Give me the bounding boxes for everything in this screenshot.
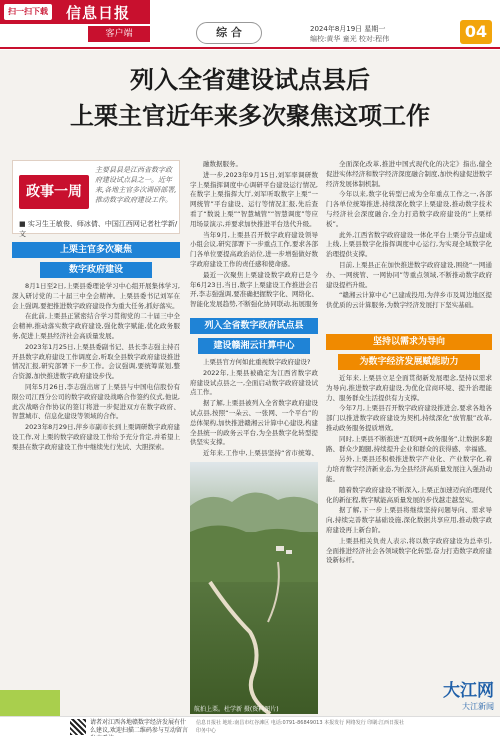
politics-weekly-box — [12, 160, 180, 238]
politics-weekly-badge: 政事一周 — [19, 175, 89, 209]
paragraph: 最近一次聚焦上栗建设数字政府已是今年6月23日,当日,数字上栗建设工作推进会召开,李志强强调,要准确把握数字化、网络化、智能化发展趋势,不断强化协同联动,拓展服务 — [190, 270, 318, 309]
paragraph: 目前,上栗县正在加快推进数字政府建设,围绕“一网通办、一网统管、一网协同”等重点领域,不断推动数字政府建设提档升级。 — [326, 260, 492, 289]
client-tag[interactable]: 客户端 — [88, 26, 150, 42]
photo-caption: 航拍上栗。杜学新 摄(资料图片) — [194, 706, 279, 713]
editors-line: 编校:黄华 童光 校对:程伟 — [310, 35, 390, 43]
headline-line-2: 上栗主官近年来多次聚焦这项工作 — [70, 101, 430, 130]
paragraph: 此外,江西省数字政府建设一体化平台上栗分节点建成上线,上栗县数字化指挥调度中心运行,为实现全域数字化治理提供支撑。 — [326, 230, 492, 259]
article-column-2-bottom — [190, 358, 318, 458]
article-column-2-top — [190, 160, 318, 310]
paragraph: 2023年8月29日,萍乡市副市长到上栗调研数字政府建设工作,对上栗的数字政府建设工作给予充分肯定,并希望上栗县在数字政府建设工作中继续先行先试、大胆探索。 — [12, 423, 180, 451]
article-column-3-bottom — [326, 374, 492, 674]
footer-note: 请者对江西各地赣数字经济发展有什么建议,欢迎扫描二维码参与互动留言 — [90, 719, 188, 734]
page-footer — [0, 716, 500, 736]
section-tab: 综 合 — [196, 22, 262, 44]
section-heading-2: 列入全省数字政府试点县 — [190, 318, 318, 334]
paragraph: 近年来,工作中,上栗县坚持“省市统筹、 — [203, 449, 318, 458]
logo-subname: 大江新闻 — [462, 702, 494, 711]
paragraph: 同年5月26日,李志强出席了上栗县与中国电信股份有限公司江西分公司的数字政府建设战略合作签约仪式,他说,此次战略合作协议的签订将进一步促进双方在数字政府、智慧城市、信息化建设等领域的合作。 — [12, 382, 180, 421]
dajiang-logo — [400, 676, 494, 716]
paragraph: 另外,上栗县还积极推进数字产业化、产业数字化,着力培育数字经济新业态,为全县经济高质量发展注入强劲动能。 — [326, 455, 492, 483]
paragraph: 进一步,2023年9月15日,刘军率调研数字上栗指挥调度中心调研平台建设运行情况,在数字上栗指挥大厅,刘军听取数字上栗“一网统管”平台建设、运行等情况汇报,先后查看了“数说上栗”“智慧城管”“智慧调度”等应用场景演示,并要求加快推进平台迭代升级。 — [190, 170, 318, 228]
issue-date: 2024年8月19日 星期一 — [310, 25, 386, 33]
main-headline — [0, 62, 500, 134]
brand-name: 信息日报 — [66, 4, 131, 22]
aerial-photo — [190, 462, 318, 714]
scan-download-tag[interactable]: 扫一扫下载 — [4, 4, 52, 20]
section-heading-1: 上栗主官多次聚焦 — [12, 242, 180, 258]
page-number: 04 — [460, 20, 492, 44]
paragraph: 2023年1月25日,上栗县委副书记、县长李志强主持召开县数字政府建设工作调度会,听取全县数字政府建设推进情况汇报,研究部署下一步工作。会议强调,要统筹谋划,整合资源,加快推进数字政府建设步伐。 — [12, 342, 180, 381]
headline-line-1: 列入全省建设试点县后 — [130, 65, 370, 94]
paragraph: 上栗县相关负责人表示,将以数字政府建设为总牵引,全面推进经济社会各领域数字化转型,奋力打造数字政府建设新标杆。 — [326, 536, 492, 565]
paragraph: 2022年,上栗县被确定为江西省数字政府建设试点县之一,全面启动数字政府建设试点工作。 — [190, 368, 318, 397]
section-subheading-1: 数字政府建设 — [40, 262, 152, 278]
paragraph: 融数据服务。 — [203, 160, 242, 168]
section-subheading-3: 为数字经济发展赋能助力 — [338, 354, 480, 370]
paragraph: 随着数字政府建设不断深入,上栗正加速迈向治理现代化的新征程,数字赋能高质量发展的步伐越走越坚实。 — [326, 485, 492, 504]
section-subheading-2: 建设赣湘云计算中心 — [198, 338, 310, 354]
article-column-1 — [12, 282, 180, 710]
logo-name: 大江网 — [443, 681, 494, 701]
paragraph: 今年以来,数字化转型已成为全年重点工作之一,各部门各单位统筹推进,持续深化数字上栗建设,推动数字技术与经济社会深度融合,全力打造数字政府建设的“上栗样板”。 — [326, 190, 492, 228]
page-header — [0, 0, 500, 50]
reporters-byline: ■ 实习生王敏俊、师冰倩、中国江西网记者杜学新/文 — [19, 220, 178, 238]
header-divider — [0, 47, 500, 49]
brand-bar — [0, 0, 150, 24]
paragraph: 据了解,下一步上栗县将继续坚持问题导向、需求导向,持续完善数字基础设施,深化数据共享应用,推动数字政府建设再上新台阶。 — [326, 506, 492, 534]
paragraph: 近年来,上栗县立足全面贯彻新发展理念,坚持以需求为导向,推进数字政府建设,为优化营商环境、提升治理能力、服务群众生活提供有力支撑。 — [326, 374, 492, 402]
paragraph: 今年7月,上栗县召开数字政府建设推进会,要求各地各部门以推进数字政府建设为契机,持续深化“放管服”改革,推动政务服务提质增效。 — [326, 404, 492, 432]
politics-weekly-tagline: 主要县县是江西省数字政府建设试点县之一。近年来,各地主官多次调研部署,推动数字政府建设工作。 — [95, 166, 177, 204]
paragraph: 上栗县官方何如此重视数字政府建设? — [203, 358, 311, 366]
paragraph: 同时,上栗县不断推进“互联网+政务服务”,让数据多跑路、群众少跑腿,持续提升企业和群众的获得感、幸福感。 — [326, 434, 492, 453]
qr-code-icon[interactable] — [70, 719, 86, 735]
paragraph: 据了解,上栗县被列入全省数字政府建设试点县,按照“一朵云、一张网、一个平台”的总体架构,加快推进赣湘云计算中心建设,构建全县统一的政务云平台,为全县数字化转型提供坚实支撑。 — [190, 399, 318, 447]
paragraph: 当年9月,上栗县召开数字政府建设领导小组会议,研究部署下一步重点工作,要求各部门各单位要提高政治站位,进一步增强做好数字政府建设工作的责任感和使命感。 — [190, 230, 318, 268]
paragraph: 在此前,上栗县正紧密结合学习贯彻党的二十届三中全会精神,推动落实数字政府建设,强化数字赋能,优化政务服务,促进上栗县经济社会高质量发展。 — [12, 312, 180, 340]
article-column-3-top — [326, 160, 492, 328]
paragraph: “赣湘云计算中心”已建成投用,为萍乡市及周边地区提供优质的云计算服务,为数字经济发展打下坚实基础。 — [326, 291, 492, 310]
paragraph: 全面深化改革,推进中国式现代化的决定》指出,健全促进实体经济和数字经济深度融合制度,加快构建促进数字经济发展体制机制。 — [326, 160, 492, 188]
footer-legal: 信息日报社 地址:南昌市红谷滩区 电话:0791-86849013 本报发行 网络发行 印刷:江西日报社印务中心 — [196, 720, 404, 734]
paragraph: 8月1日至2日,上栗县委理论学习中心组开展集体学习,深入研讨党的二十届三中全会精神。上栗县委书记刘军在会上强调,要把推进数字政府建设作为重大任务,抓好落实。 — [12, 282, 180, 310]
section-heading-3: 坚持以需求为导向 — [326, 334, 492, 350]
